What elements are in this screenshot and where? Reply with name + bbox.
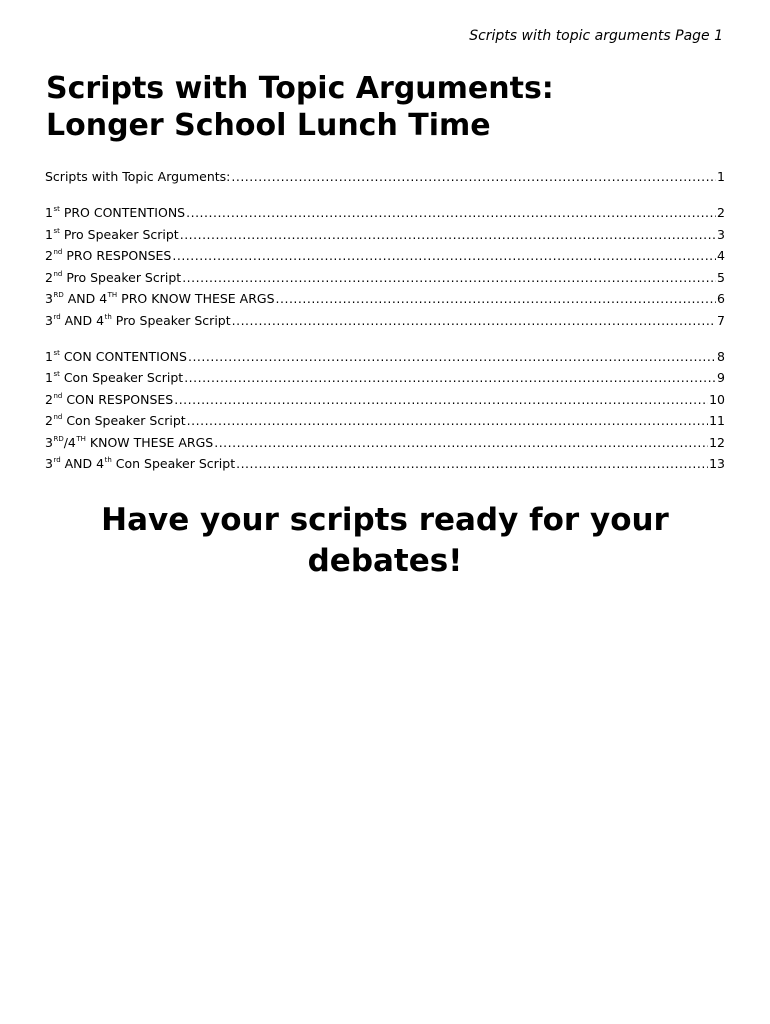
toc-entry[interactable] <box>45 389 725 411</box>
toc-entry-text: Con Speaker Script <box>111 456 236 471</box>
ordinal-suffix: nd <box>53 391 63 400</box>
toc-entry[interactable] <box>45 432 725 454</box>
toc-entry[interactable] <box>45 310 725 332</box>
toc-entry-text: CON RESPONSES <box>62 391 174 407</box>
toc-entry-text: 1 <box>45 370 53 385</box>
toc-entry-text: PRO CONTENTIONS <box>59 205 186 220</box>
ordinal-suffix: RD <box>53 291 64 299</box>
toc-entry-text: 3 <box>45 434 53 450</box>
title-line-1: Scripts with Topic Arguments: <box>46 71 554 106</box>
toc-entry-label <box>45 389 173 411</box>
toc-page-number: 2 <box>717 205 725 220</box>
toc-entry-text: 2 <box>45 269 53 285</box>
toc-entry-text: 3 <box>45 312 53 328</box>
toc-entry[interactable] <box>45 410 725 432</box>
dot-leader <box>184 367 716 389</box>
toc-entry-text: /4 <box>63 434 76 450</box>
toc-entry-text: 2 <box>45 391 53 407</box>
toc-page-number: 3 <box>717 226 725 242</box>
toc-page-number: 5 <box>717 269 725 285</box>
ordinal-suffix: TH <box>107 291 118 299</box>
toc-entry-text: 3 <box>45 456 53 471</box>
toc-entry-label <box>45 410 186 432</box>
toc-entry-text: PRO RESPONSES <box>62 248 172 263</box>
dot-leader <box>172 245 716 267</box>
dot-leader <box>214 432 708 454</box>
ordinal-suffix: RD <box>53 434 64 443</box>
toc-entry-text: AND 4 <box>63 291 108 306</box>
document-title <box>46 70 726 144</box>
dot-leader <box>174 389 708 411</box>
toc-entry-text: AND 4 <box>60 312 105 328</box>
toc-entry-text: 2 <box>45 413 53 428</box>
toc-page-number: 10 <box>709 391 725 407</box>
toc-entry-text: 1 <box>45 205 53 220</box>
dot-leader <box>182 267 716 289</box>
toc-entry-text: Con Speaker Script <box>62 413 186 428</box>
toc-entry-label <box>45 453 235 475</box>
toc-entry-label <box>45 166 230 188</box>
toc-entry[interactable] <box>45 166 725 188</box>
toc-page-number: 7 <box>717 312 725 328</box>
toc-page-number: 8 <box>717 348 725 364</box>
ordinal-suffix: th <box>104 312 112 321</box>
dot-leader <box>276 288 717 310</box>
toc-page-number: 11 <box>709 413 725 428</box>
closing-line-1: Have your scripts ready for your <box>101 502 669 538</box>
toc-entry-label <box>45 245 171 267</box>
toc-entry-label <box>45 346 187 368</box>
toc-gap <box>45 331 725 346</box>
toc-page-number: 12 <box>709 434 725 450</box>
ordinal-suffix: nd <box>53 248 63 256</box>
toc-entry-label <box>45 267 181 289</box>
toc-entry[interactable] <box>45 367 725 389</box>
closing-message <box>60 500 710 582</box>
toc-entry-label <box>45 310 231 332</box>
toc-page-number: 9 <box>717 370 725 385</box>
dot-leader <box>187 410 708 432</box>
toc-entry-label <box>45 367 183 389</box>
toc-entry[interactable] <box>45 267 725 289</box>
toc-entry[interactable] <box>45 288 725 310</box>
toc-entry-text: Pro Speaker Script <box>59 226 179 242</box>
dot-leader <box>186 202 716 224</box>
toc-page-number: 13 <box>709 456 725 471</box>
ordinal-suffix: th <box>104 456 112 464</box>
toc-entry-text: AND 4 <box>60 456 105 471</box>
toc-entry-text: Pro Speaker Script <box>111 312 231 328</box>
ordinal-suffix: st <box>53 348 60 357</box>
toc-page-number: 1 <box>717 169 725 184</box>
toc-entry[interactable] <box>45 202 725 224</box>
ordinal-suffix: st <box>53 370 60 378</box>
ordinal-suffix: st <box>53 226 60 235</box>
ordinal-suffix: nd <box>53 413 63 421</box>
ordinal-suffix: rd <box>53 312 61 321</box>
toc-page-number: 6 <box>717 291 725 306</box>
ordinal-suffix: TH <box>76 434 86 443</box>
toc-entry-text: 3 <box>45 291 53 306</box>
ordinal-suffix: nd <box>53 269 63 278</box>
title-line-2: Longer School Lunch Time <box>46 108 491 143</box>
dot-leader <box>232 310 716 332</box>
dot-leader <box>188 346 716 368</box>
toc-entry-label <box>45 432 213 454</box>
toc-entry[interactable] <box>45 224 725 246</box>
toc-entry-text: Scripts with Topic Arguments: <box>45 169 231 184</box>
toc-entry[interactable] <box>45 453 725 475</box>
ordinal-suffix: rd <box>53 456 61 464</box>
dot-leader <box>180 224 716 246</box>
running-header: Scripts with topic arguments Page 1 <box>469 28 723 44</box>
toc-entry-text: 1 <box>45 226 53 242</box>
toc-entry-text: Con Speaker Script <box>59 370 184 385</box>
toc-entry-text: 2 <box>45 248 53 263</box>
toc-entry-text: 1 <box>45 348 53 364</box>
dot-leader <box>236 453 708 475</box>
toc-entry-text: Pro Speaker Script <box>62 269 182 285</box>
toc-entry-label <box>45 224 179 246</box>
closing-line-2: debates! <box>307 543 463 579</box>
toc-page-number: 4 <box>717 248 725 263</box>
toc-entry[interactable] <box>45 346 725 368</box>
toc-entry[interactable] <box>45 245 725 267</box>
ordinal-suffix: st <box>53 205 60 213</box>
toc-entry-text: KNOW THESE ARGS <box>85 434 214 450</box>
toc-gap <box>45 188 725 203</box>
toc-entry-label <box>45 202 185 224</box>
toc-entry-label <box>45 288 275 310</box>
table-of-contents <box>45 166 725 475</box>
toc-entry-text: CON CONTENTIONS <box>59 348 187 364</box>
dot-leader <box>231 166 716 188</box>
toc-entry-text: PRO KNOW THESE ARGS <box>117 291 275 306</box>
